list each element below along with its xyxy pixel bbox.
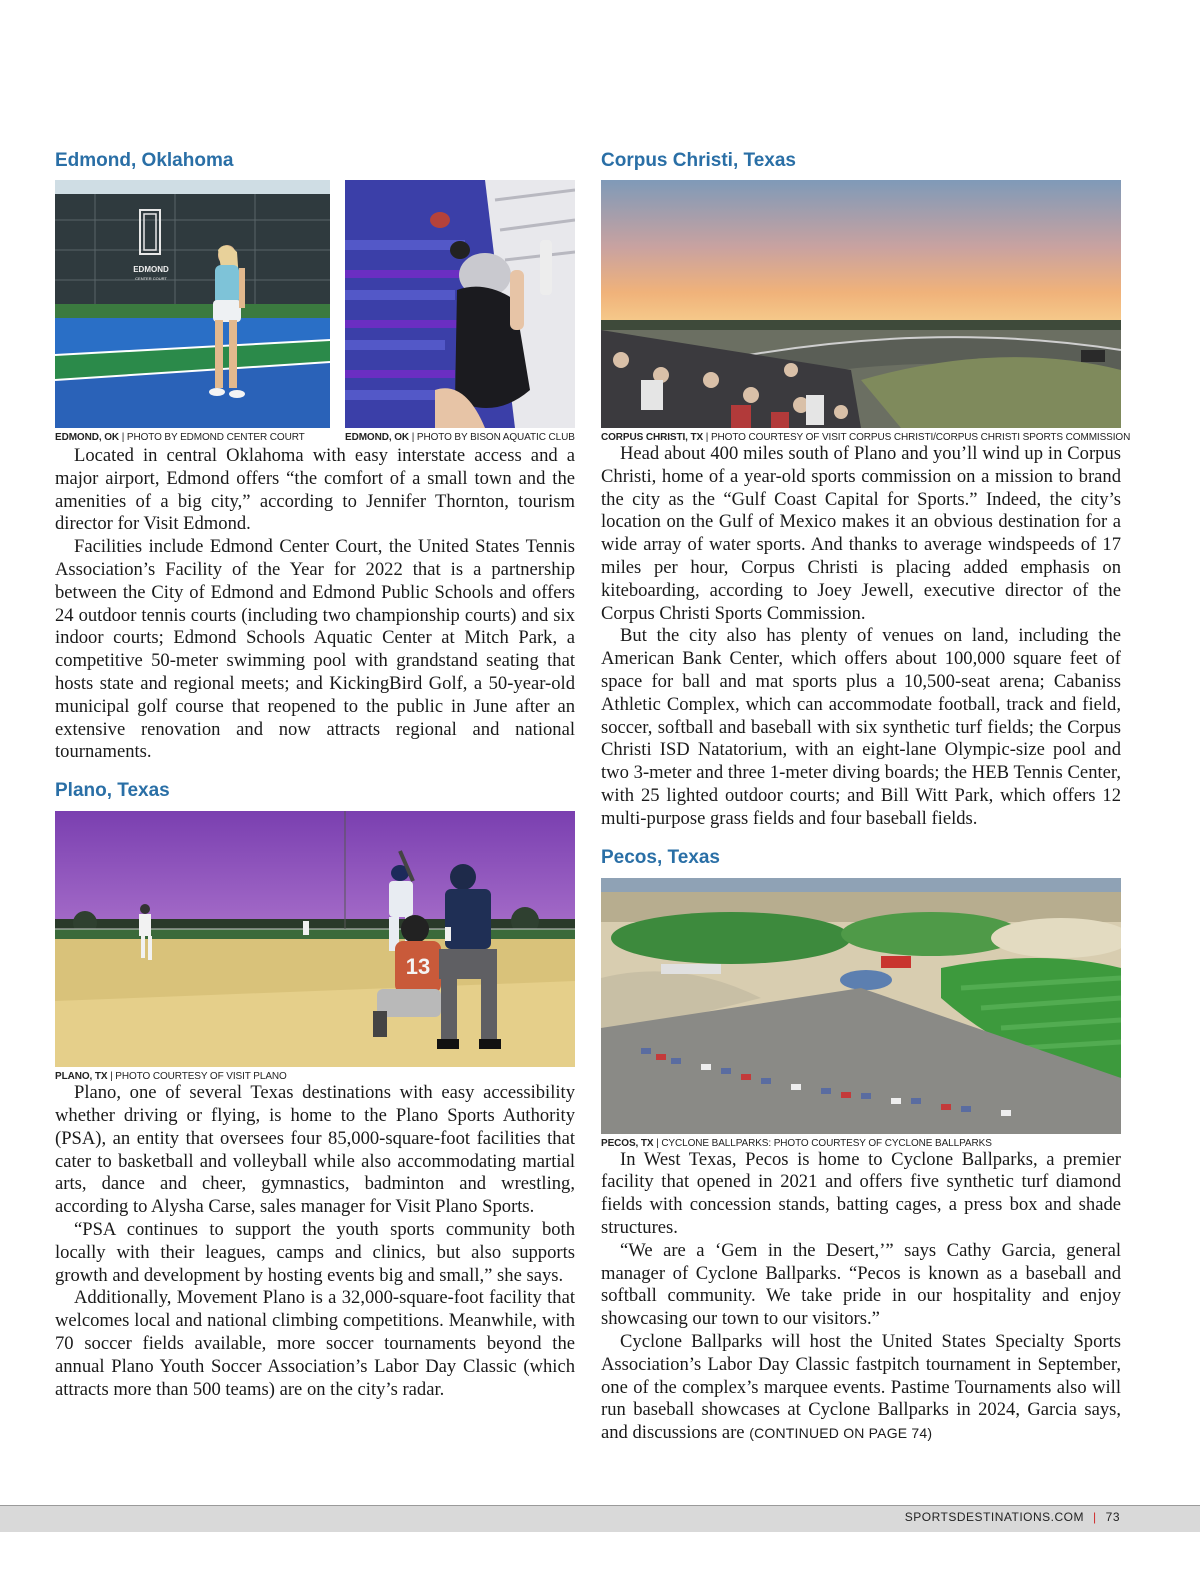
jersey-number: 13 [405, 954, 431, 980]
edmond-tennis-photo [55, 180, 330, 428]
corpus-heading: Corpus Christi, Texas [601, 150, 796, 171]
plano-paragraph-1: Plano, one of several Texas destinations with easy accessibility whether driving or flying, is home to the Plano Sports Authority (PSA), an entity that oversees four 85,000-square-foot facilities that cater to basketball and volleyball while also accommodating martial arts, dance and cheer, gymnastics, badminton and wrestling, according to Alysha Carse, sales manager for Visit Plano Sports. [55, 1082, 575, 1218]
plano-photo [55, 811, 575, 1067]
tennis-court-image [55, 180, 330, 428]
pecos-paragraph-3 [601, 1331, 1121, 1445]
corpus-caption: CORPUS CHRISTI, TX | PHOTO COURTESY OF VISIT CORPUS CHRISTI/CORPUS CHRISTI SPORTS COMMISSION [601, 432, 1131, 443]
footer-separator: | [1093, 1510, 1097, 1524]
caption-place: CORPUS CHRISTI, TX [601, 432, 704, 443]
plano-paragraph-3: Additionally, Movement Plano is a 32,000-square-foot facility that welcomes local and national climbing competitions. Meanwhile, with 70 soccer fields available, more soccer tournaments beyond the annual Plano Youth Soccer Association’s Labor Day Classic (which attracts more than 500 teams) are on the city’s radar. [55, 1287, 575, 1400]
footer-site[interactable]: SPORTSDESTINATIONS.COM [904, 1510, 1085, 1524]
pecos-paragraph-2: “We are a ‘Gem in the Desert,’” says Cathy Garcia, general manager of Cyclone Ballparks. “Pecos is known as a baseball and softball community. We take pride in our hospitality and enjoy showcasing our town to our visitors.” [601, 1239, 1121, 1330]
continued-link[interactable]: (CONTINUED ON PAGE 74) [749, 1425, 933, 1442]
edmond-captions [55, 432, 575, 446]
edmond-swim-photo [345, 180, 575, 428]
corpus-photo [601, 180, 1121, 428]
caption-credit: PHOTO BY BISON AQUATIC CLUB [416, 432, 575, 443]
plano-heading: Plano, Texas [55, 780, 170, 802]
plano-paragraph-2: “PSA continues to support the youth sports community both locally with their leagues, camps and clinics, but also supports growth and development by hosting events big and small,” she says. [55, 1218, 575, 1286]
pecos-photo [601, 878, 1121, 1134]
edmond-caption-2: EDMOND, OK | PHOTO BY BISON AQUATIC CLUB [345, 432, 575, 443]
ballpark-aerial-image [601, 878, 1121, 1134]
caption-credit: PHOTO COURTESY OF VISIT PLANO [115, 1071, 287, 1083]
edmond-heading: Edmond, Oklahoma [55, 150, 234, 171]
edmond-caption-1: EDMOND, OK | PHOTO BY EDMOND CENTER COURT [55, 432, 305, 443]
caption-credit: CYCLONE BALLPARKS: PHOTO COURTESY OF CYCLONE BALLPARKS [661, 1137, 992, 1149]
caption-credit: PHOTO COURTESY OF VISIT CORPUS CHRISTI/CORPUS CHRISTI SPORTS COMMISSION [710, 432, 1131, 443]
caption-place: EDMOND, OK [55, 432, 120, 443]
caption-credit: PHOTO BY EDMOND CENTER COURT [126, 432, 305, 443]
sign-title: EDMOND [133, 265, 169, 274]
right-column [601, 150, 1131, 1445]
pecos-paragraph-1: In West Texas, Pecos is home to Cyclone Ballparks, a premier facility that opened in 2021 and offers five synthetic turf diamond fields with concession stands, batting cages, a press box and shade structures. [601, 1148, 1121, 1238]
edmond-body [55, 445, 575, 764]
swimming-pool-image [345, 180, 575, 428]
page-number: 73 [1105, 1510, 1120, 1524]
caption-place: PLANO, TX [55, 1071, 108, 1083]
edmond-photo-row [55, 180, 575, 428]
footer [0, 1505, 1200, 1532]
pecos-heading: Pecos, Texas [601, 846, 721, 868]
plano-caption: PLANO, TX | PHOTO COURTESY OF VISIT PLANO [55, 1071, 287, 1083]
left-column [55, 150, 575, 1401]
pecos-paragraph-3-text: Cyclone Ballparks will host the United States Specialty Sports Association’s Labor Day Classic fastpitch tournament in September, one of the complex’s marquee events. Pastime Tournaments also will run baseball showcases at Cyclone Ballparks in 2024, Garcia says, and discussions are [601, 1330, 1121, 1444]
pecos-caption: PECOS, TX | CYCLONE BALLPARKS: PHOTO COURTESY OF CYCLONE BALLPARKS [601, 1137, 992, 1149]
corpus-paragraph-2: But the city also has plenty of venues on land, including the American Bank Center, which offers about 100,000 square feet of space for ball and mat sports plus a 10,500-seat arena; Cabaniss Athletic Complex, which can accommodate football, track and field, soccer, softball and baseball with six synthetic turf fields; the Corpus Christi ISD Natatorium, with an eight-lane Olympic-size pool and two 3-meter and three 1-meter diving boards; the HEB Tennis Center, with 25 lighted outdoor courts; and Bill Witt Park, which offers 12 multi-purpose grass fields and four baseball fields. [601, 625, 1121, 829]
plano-body [55, 1082, 575, 1401]
edmond-paragraph-2: Facilities include Edmond Center Court, the United States Tennis Association’s Facility of the Year for 2022 that is a partnership between the City of Edmond and Edmond Public Schools and offers 24 outdoor tennis courts (including two championship courts) and six indoor courts; Edmond Schools Aquatic Center at Mitch Park, a competitive 50-meter swimming pool with grandstand seating that hosts state and regional meets; and KickingBird Golf, a 50-year-old municipal golf course that reopened to the public in June after an extensive renovation and now attracts regional and national tournaments. [55, 536, 575, 763]
sign-subtitle: CENTER COURT [135, 276, 167, 281]
raceway-sunset-image [601, 180, 1121, 428]
baseball-game-image [55, 811, 575, 1067]
corpus-body [601, 443, 1121, 831]
edmond-paragraph-1: Located in central Oklahoma with easy interstate access and a major airport, Edmond offers “the comfort of a small town and the amenities of a big city,” according to Jennifer Thornton, tourism director for Visit Edmond. [55, 445, 575, 535]
corpus-paragraph-1: Head about 400 miles south of Plano and you’ll wind up in Corpus Christi, home of a year-old sports commission on a mission to brand the city as the “Gulf Coast Capital for Sports.” Indeed, the city’s location on the Gulf of Mexico makes it an obvious destination for a wide array of water sports. And thanks to average windspeeds of 17 miles per hour, Corpus Christi is placing added emphasis on kiteboarding, according to Joey Jewell, executive director of the Corpus Christi Sports Commission. [601, 443, 1121, 624]
footer-text [905, 1510, 1120, 1524]
pecos-body [601, 1149, 1121, 1445]
caption-place: PECOS, TX [601, 1137, 654, 1149]
caption-place: EDMOND, OK [345, 432, 410, 443]
